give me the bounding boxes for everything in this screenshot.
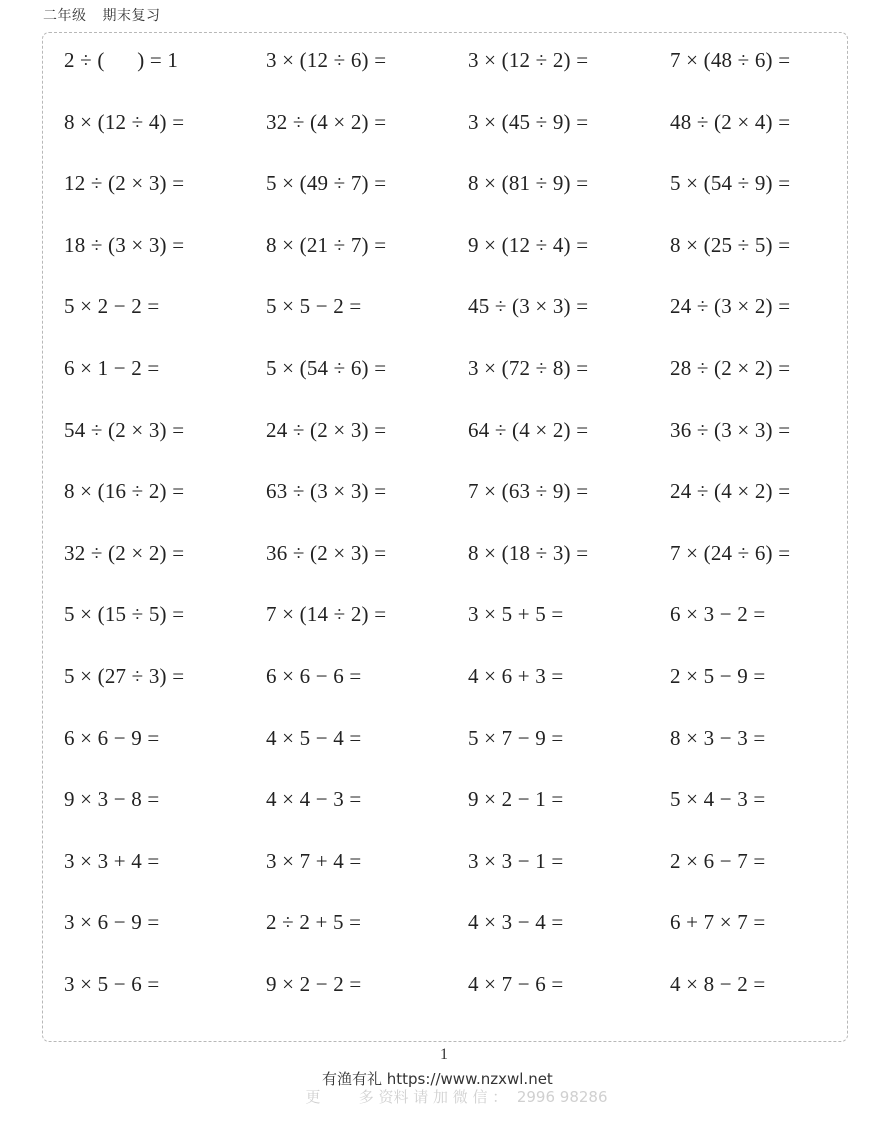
problem-row [64, 106, 844, 138]
problem-item: 64 ÷ (4 × 2) = [468, 417, 589, 442]
problem-item: 63 ÷ (3 × 3) = [266, 479, 387, 504]
problem-item: 3 × 5 − 6 = [64, 972, 160, 996]
worksheet-title: 期末复习 [102, 8, 161, 24]
problem-item: 9 × 2 − 1 = [468, 787, 564, 812]
problem-item: 3 × 6 − 9 = [64, 910, 160, 935]
problem-item: 2 × 5 − 9 = [670, 664, 766, 688]
problem-row [64, 475, 844, 507]
problem-item: 4 × 7 − 6 = [468, 972, 564, 996]
problem-row [64, 660, 844, 692]
problem-item: 9 × 2 − 2 = [266, 972, 362, 996]
problem-row [64, 537, 844, 569]
problem-row [64, 167, 844, 199]
problem-item: 7 × (14 ÷ 2) = [266, 602, 387, 627]
problem-item: 8 × 3 − 3 = [670, 725, 766, 750]
problem-row [64, 968, 844, 1000]
problem-item: 3 × 3 + 4 = [64, 848, 160, 873]
problem-item: 6 + 7 × 7 = [670, 910, 766, 935]
page-number: 1 [440, 1046, 448, 1063]
problem-item: 4 × 4 − 3 = [266, 787, 362, 812]
problem-row [64, 44, 844, 76]
problem-item: 4 × 8 − 2 = [670, 972, 766, 996]
problem-item: 8 × (81 ÷ 9) = [468, 171, 589, 196]
problem-row [64, 722, 844, 754]
problem-item: 5 × (54 ÷ 9) = [670, 171, 791, 196]
problem-item: 28 ÷ (2 × 2) = [670, 356, 791, 380]
grade-label: 二年级 [43, 8, 87, 24]
problem-row [64, 906, 844, 938]
problem-item: 3 × 5 + 5 = [468, 602, 564, 627]
problem-item: 8 × (25 ÷ 5) = [670, 232, 791, 257]
problem-item: 5 × 2 − 2 = [64, 294, 160, 319]
problem-row [64, 290, 844, 322]
problem-row [64, 783, 844, 815]
problem-item: 5 × (27 ÷ 3) = [64, 664, 185, 688]
problem-item: 3 × (45 ÷ 9) = [468, 109, 589, 134]
problem-item: 5 × 4 − 3 = [670, 787, 766, 812]
problem-item: 3 × (12 ÷ 6) = [266, 48, 387, 72]
problem-item: 8 × (21 ÷ 7) = [266, 232, 387, 257]
problem-item: 4 × 6 + 3 = [468, 664, 564, 688]
worksheet-header [43, 5, 161, 25]
problem-item: 6 × 6 − 6 = [266, 664, 362, 688]
problem-item: 9 × 3 − 8 = [64, 787, 160, 812]
problem-row [64, 229, 844, 261]
problem-item: 7 × (63 ÷ 9) = [468, 479, 589, 504]
problem-item: 24 ÷ (2 × 3) = [266, 417, 387, 442]
problem-item: 5 × 5 − 2 = [266, 294, 362, 319]
problem-item: 5 × (49 ÷ 7) = [266, 171, 387, 196]
problem-item: 32 ÷ (2 × 2) = [64, 540, 185, 565]
problem-item: 2 ÷ 2 + 5 = [266, 910, 362, 935]
problem-item: 8 × (12 ÷ 4) = [64, 109, 185, 134]
problem-item: 54 ÷ (2 × 3) = [64, 417, 185, 442]
problem-item: 5 × (54 ÷ 6) = [266, 356, 387, 380]
problem-row [64, 845, 844, 877]
problem-item: 48 ÷ (2 × 4) = [670, 109, 791, 134]
problem-item: 7 × (24 ÷ 6) = [670, 540, 791, 565]
problem-item: 5 × (15 ÷ 5) = [64, 602, 185, 627]
problem-item: 45 ÷ (3 × 3) = [468, 294, 589, 319]
problem-item: 2 × 6 − 7 = [670, 848, 766, 873]
problem-item: 6 × 3 − 2 = [670, 602, 766, 627]
problem-item: 18 ÷ (3 × 3) = [64, 232, 185, 257]
problem-item: 3 × 7 + 4 = [266, 848, 362, 873]
problem-item: 24 ÷ (4 × 2) = [670, 479, 791, 504]
problem-item: 9 × (12 ÷ 4) = [468, 232, 589, 257]
problem-item: 8 × (16 ÷ 2) = [64, 479, 185, 504]
problem-item: 4 × 3 − 4 = [468, 910, 564, 935]
problem-item: 3 × 3 − 1 = [468, 848, 564, 873]
watermark [296, 1068, 608, 1125]
problem-item: 6 × 6 − 9 = [64, 725, 160, 750]
problem-item: 3 × (72 ÷ 8) = [468, 356, 589, 380]
problem-item: 36 ÷ (3 × 3) = [670, 417, 791, 442]
watermark-faded-text: 更 多 资料 请 加 微 信 ： 2996 98286 [305, 1088, 608, 1106]
problem-item: 32 ÷ (4 × 2) = [266, 109, 387, 134]
problem-row [64, 598, 844, 630]
problem-item: 2 ÷ ( ) = 1 [64, 48, 179, 72]
problem-item: 7 × (48 ÷ 6) = [670, 48, 791, 72]
problem-item: 5 × 7 − 9 = [468, 725, 564, 750]
watermark-link-text: 有渔有礼 https://www.nzxwl.net [322, 1070, 553, 1088]
problem-row [64, 414, 844, 446]
problem-item: 36 ÷ (2 × 3) = [266, 540, 387, 565]
problem-item: 6 × 1 − 2 = [64, 356, 160, 380]
problem-item: 12 ÷ (2 × 3) = [64, 171, 185, 196]
problem-item: 3 × (12 ÷ 2) = [468, 48, 589, 72]
problem-item: 4 × 5 − 4 = [266, 725, 362, 750]
problem-item: 8 × (18 ÷ 3) = [468, 540, 589, 565]
problem-item: 24 ÷ (3 × 2) = [670, 294, 791, 319]
problem-row [64, 352, 844, 384]
